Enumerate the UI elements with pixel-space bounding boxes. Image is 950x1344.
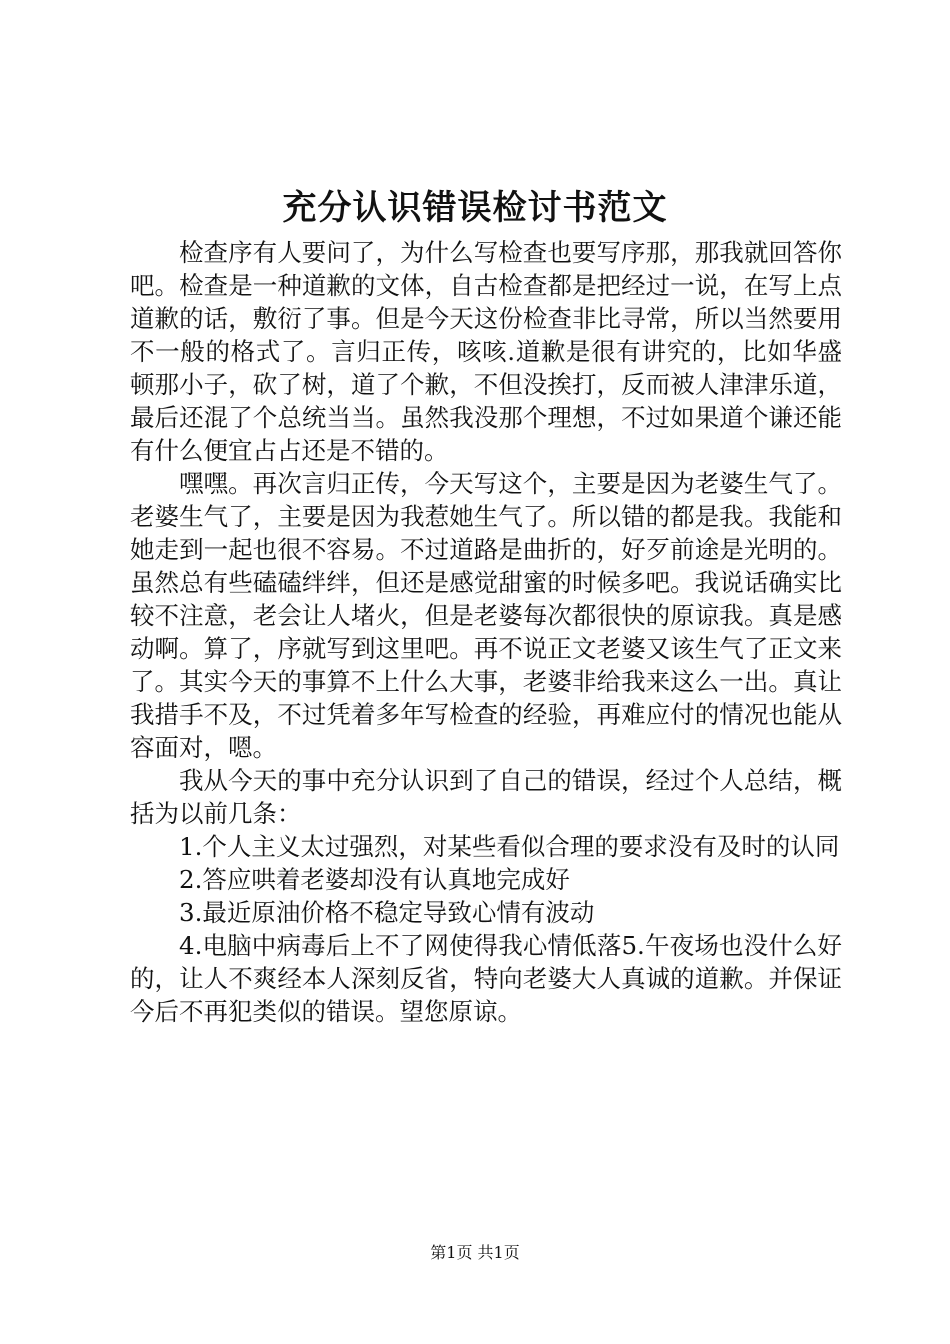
list-item-2: 2.答应哄着老婆却没有认真地完成好 — [179, 865, 570, 894]
paragraph-preface: 检查序有人要问了，为什么写检查也要写序那，那我就回答你吧。检查是一种道歉的文体，自古检查都是把经过一说，在写上点道歉的话，敷衍了事。但是今天这份检查非比寻常，所以当然要用不一般的格式了。言归正传，咳咳.道歉是很有讲究的，比如华盛顿那小子，砍了树，道了个歉，不但没挨打，反而被人津津乐道，最后还混了个总统当当。虽然我没那个理想，不过如果道个谦还能有什么便宜占占还是不错的。 — [130, 238, 842, 465]
document-body — [130, 236, 842, 1028]
paragraph-story: 嘿嘿。再次言归正传，今天写这个，主要是因为老婆生气了。老婆生气了，主要是因为我惹她生气了。所以错的都是我。我能和她走到一起也很不容易。不过道路是曲折的，好歹前途是光明的。虽然总有些磕磕绊绊，但还是感觉甜蜜的时候多吧。我说话确实比较不注意，老会让人堵火，但是老婆每次都很快的原谅我。真是感动啊。算了，序就写到这里吧。再不说正文老婆又该生气了正文来了。其实今天的事算不上什么大事，老婆非给我来这么一出。真让我措手不及，不过凭着多年写检查的经验，再难应付的情况也能从容面对，嗯。 — [130, 469, 842, 762]
page-footer: 第1页 共1页 — [430, 1243, 520, 1262]
paragraph-summary: 我从今天的事中充分认识到了自己的错误，经过个人总结，概括为以前几条： — [130, 766, 842, 828]
list-item-4: 4.电脑中病毒后上不了网使得我心情低落5.午夜场也没什么好的，让人不爽经本人深刻反省，特向老婆大人真诚的道歉。并保证今后不再犯类似的错误。望您原谅。 — [130, 931, 842, 1026]
list-item-1: 1.个人主义太过强烈，对某些看似合理的要求没有及时的认同 — [179, 832, 840, 861]
list-item-3: 3.最近原油价格不稳定导致心情有波动 — [179, 898, 595, 927]
document-title: 充分认识错误检讨书范文 — [282, 188, 668, 228]
